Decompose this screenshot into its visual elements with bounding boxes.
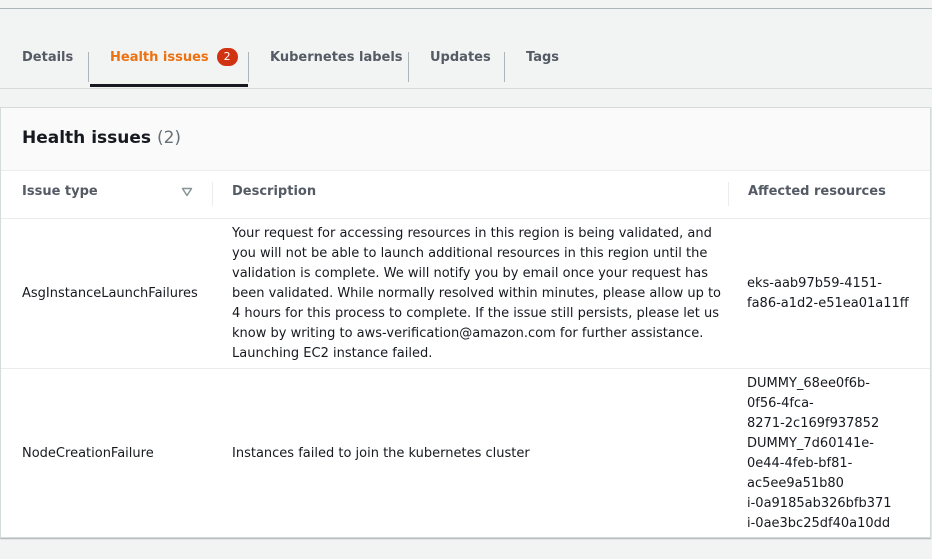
resource-line: i-0ae3bc25df40a10dd <box>747 516 891 531</box>
tab-divider <box>88 52 89 82</box>
tab-label: Details <box>22 50 74 65</box>
tab-divider <box>504 52 505 82</box>
resource-line: DUMMY_7d60141e- <box>747 436 874 451</box>
resource-line: fa86-a1d2-e51ea01a11ff <box>747 296 909 311</box>
column-divider[interactable] <box>212 182 213 206</box>
health-issues-panel <box>0 107 931 538</box>
description-line: you will not be able to launch additional resources in this region until the <box>232 246 708 261</box>
panel-title-text: Health issues <box>22 128 152 148</box>
resource-line: eks-aab97b59-4151- <box>747 276 882 291</box>
tab-tags[interactable] <box>526 43 559 73</box>
resource-line: 8271-2c169f937852 <box>747 416 880 431</box>
issue-type-cell: NodeCreationFailure <box>22 446 154 461</box>
tab-bar <box>0 9 932 89</box>
tab-label: Updates <box>430 50 491 65</box>
tab-label: Health issues <box>110 50 209 65</box>
description-line: 4 hours for this process to complete. If the issue still persists, please let us <box>232 306 720 321</box>
issue-count-badge: 2 <box>217 48 238 66</box>
affected-resources-cell <box>747 374 892 534</box>
tab-updates[interactable] <box>430 43 491 73</box>
tab-health-issues[interactable] <box>110 43 238 73</box>
description-line: been validated. While normally resolved within minutes, please allow up to <box>232 286 722 301</box>
column-divider[interactable] <box>728 182 729 206</box>
description-line: validation is complete. We will notify you by email once your request has <box>232 266 708 281</box>
tab-kubernetes-labels[interactable] <box>270 43 403 73</box>
resource-line: 0f56-4fca- <box>747 396 814 411</box>
resource-line: ac5ee9a51b80 <box>747 476 844 491</box>
tab-label: Tags <box>526 50 560 65</box>
active-tab-indicator <box>90 84 248 87</box>
column-header-issue-type[interactable]: Issue type <box>22 184 98 199</box>
description-line: Your request for accessing resources in this region is being validated, and <box>232 226 712 241</box>
resource-line: 0e44-4feb-bf81- <box>747 456 853 471</box>
row-divider <box>1 368 930 369</box>
column-header-description: Description <box>232 184 317 199</box>
panel-count: (2) <box>156 128 182 148</box>
resource-line: DUMMY_68ee0f6b- <box>747 376 870 391</box>
column-header-affected-resources: Affected resources <box>748 184 886 199</box>
tab-divider <box>248 52 249 82</box>
resource-line: i-0a9185ab326bfb371 <box>747 496 892 511</box>
description-line: Launching EC2 instance failed. <box>232 346 433 361</box>
header-divider <box>1 218 930 219</box>
panel-header <box>1 108 930 171</box>
tab-details[interactable] <box>22 43 73 73</box>
issue-type-cell: AsgInstanceLaunchFailures <box>22 286 198 301</box>
tab-label: Kubernetes labels <box>270 50 403 65</box>
description-cell <box>232 224 721 364</box>
description-cell: Instances failed to join the kubernetes cluster <box>232 446 530 461</box>
panel-title <box>22 128 181 148</box>
caret-down-outline-icon[interactable] <box>181 187 193 197</box>
affected-resources-cell <box>747 274 909 314</box>
description-line: know by writing to aws-verification@amazon.com for further assistance. <box>232 326 704 341</box>
tab-divider <box>408 52 409 82</box>
